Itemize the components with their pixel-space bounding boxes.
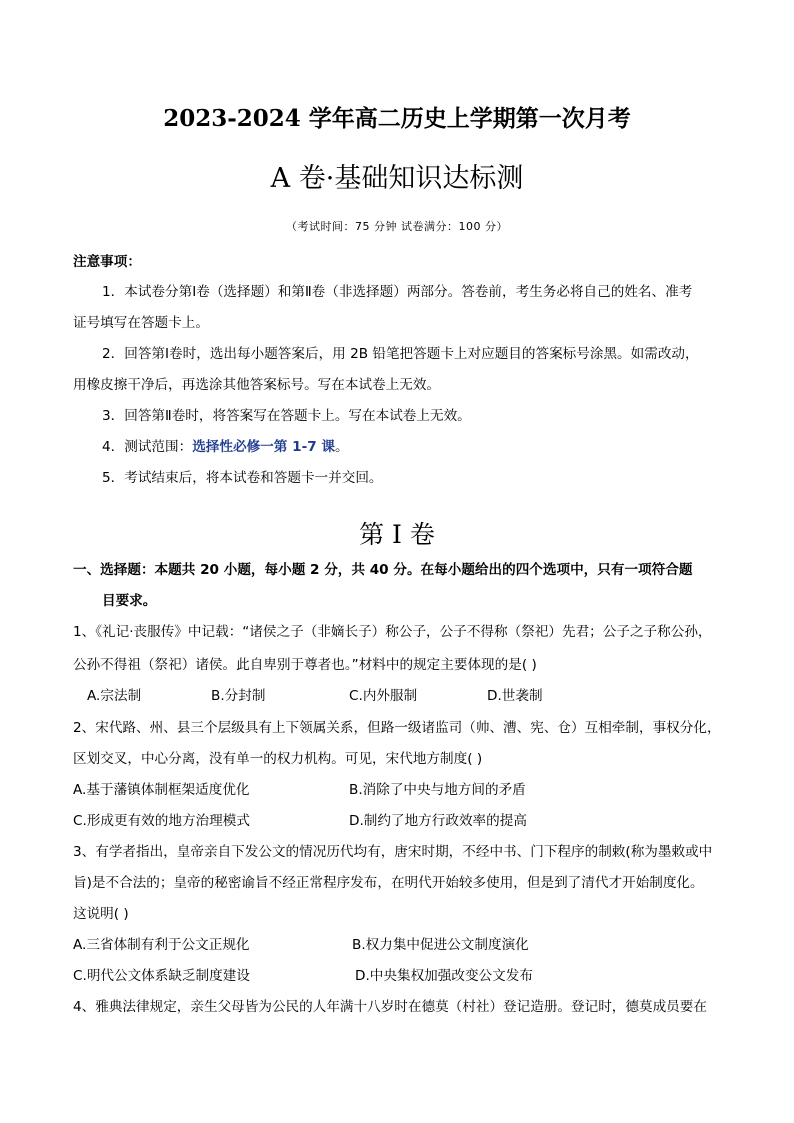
q2-option-d: D.制约了地方行政效率的提高 (349, 813, 527, 829)
notice-item-1-line-2: 证号填写在答题卡上。 (73, 315, 209, 331)
q3-option-a: A.三省体制有利于公文正规化 (73, 937, 250, 953)
section-instruction-line-1: 一、选择题：本题共 20 小题，每小题 2 分，共 40 分。在每小题给出的四个选项中，只有一项符合题 (73, 562, 693, 578)
notice-item-5: 5．考试结束后，将本试卷和答题卡一并交回。 (102, 470, 383, 486)
test-range: 选择性必修一第 1-7 课 (192, 439, 335, 455)
question-2-line-1: 2、宋代路、州、县三个层级具有上下领属关系，但路一级诸监司（帅、漕、宪、仓）互相牵制，事权分化， (73, 720, 721, 736)
section-heading: 第 I 卷 (359, 520, 435, 549)
exam-subtitle: A 卷·基础知识达标测 (270, 163, 524, 194)
exam-title: 2023-2024 学年高二历史上学期第一次月考 (163, 105, 631, 132)
q1-option-a: A.宗法制 (87, 688, 142, 704)
notice-item-2-line-2: 用橡皮擦干净后，再选涂其他答案标号。写在本试卷上无效。 (73, 377, 441, 393)
notice-item-1-line-1: 1．本试卷分第Ⅰ卷（选择题）和第Ⅱ卷（非选择题）两部分。答卷前，考生务必将自己的姓名、准考 (102, 284, 693, 300)
question-4-line-1: 4、雅典法律规定，亲生父母皆为公民的人年满十八岁时在德莫（村社）登记造册。登记时，德莫成员要在 (73, 999, 707, 1015)
question-3-line-3: 这说明( ) (73, 906, 129, 922)
notice-heading: 注意事项： (73, 254, 141, 270)
q2-option-c: C.形成更有效的地方治理模式 (73, 813, 250, 829)
question-1-line-2: 公孙不得祖（祭祀）诸侯。此自卑别于尊者也。”材料中的规定主要体现的是( ) (73, 657, 537, 673)
exam-meta: （考试时间：75 分钟 试卷满分：100 分） (286, 220, 508, 233)
notice-item-4-prefix: 4．测试范围： (102, 439, 193, 455)
q3-option-d: D.中央集权加强改变公文发布 (355, 968, 533, 984)
notice-item-4-suffix: 。 (335, 439, 349, 455)
q3-option-c: C.明代公文体系缺乏制度建设 (73, 968, 250, 984)
q1-option-d: D.世袭制 (487, 688, 543, 704)
question-2-line-2: 区划交叉，中心分离，没有单一的权力机构。可见，宋代地方制度( ) (73, 751, 483, 767)
question-1-line-1: 1、《礼记·丧服传》中记载：“诸侯之子（非嫡长子）称公子，公子不得称（祭祀）先君；公子之子称公孙， (73, 624, 712, 640)
question-3-line-1: 3、有学者指出，皇帝亲自下发公文的情况历代均有，唐宋时期，不经中书、门下程序的制敕(称为墨敕或中 (73, 844, 713, 860)
q1-option-b: B.分封制 (211, 688, 266, 704)
q2-option-a: A.基于藩镇体制框架适度优化 (73, 782, 250, 798)
notice-item-3: 3．回答第Ⅱ卷时，将答案写在答题卡上。写在本试卷上无效。 (102, 408, 471, 424)
question-3-line-2: 旨)是不合法的；皇帝的秘密谕旨不经正常程序发布，在明代开始较多使用，但是到了清代才开始制度化。 (73, 875, 704, 891)
section-instruction-line-2: 目要求。 (102, 593, 157, 609)
q1-option-c: C.内外服制 (349, 688, 418, 704)
notice-item-2-line-1: 2．回答第Ⅰ卷时，选出每小题答案后，用 2B 铅笔把答题卡上对应题目的答案标号涂黑。如需改动， (102, 346, 699, 362)
q3-option-b: B.权力集中促进公文制度演化 (352, 937, 529, 953)
q2-option-b: B.消除了中央与地方间的矛盾 (349, 782, 526, 798)
notice-item-4 (102, 435, 349, 455)
